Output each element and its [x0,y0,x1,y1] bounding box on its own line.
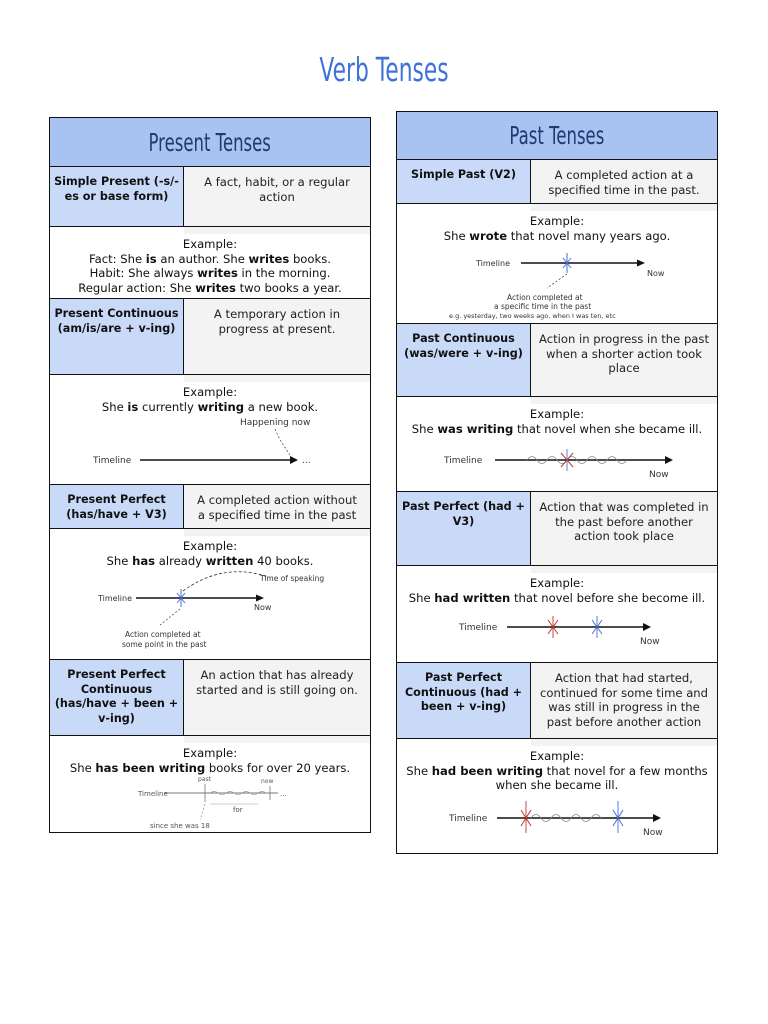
past-tenses-title: Past Tenses [509,121,605,150]
tense-name: Simple Past (V2) [397,160,531,203]
present-perfect-timeline-diagram [50,569,370,657]
now-label: Now [649,470,669,480]
tense-name: Past Perfect Continuous (had + been + v-ing) [397,663,531,738]
past-perfect-example [397,565,717,662]
example-text: Regular action: She [78,280,196,295]
example-emphasis: writes [197,266,238,280]
example-text: that novel many years ago. [507,228,671,243]
example-line [50,400,370,415]
timeline-label: Timeline [444,456,483,466]
tense-name: Past Perfect (had + V3) [397,492,531,565]
example-emphasis: had written [434,590,511,605]
example-emphasis: has [132,553,156,568]
present-tenses-title: Present Tenses [148,127,272,157]
past-continuous-row [397,323,717,396]
tense-description: Action that was completed in the past before another action took place [531,492,717,573]
example-text: already [155,553,206,568]
example-text: a new book. [244,399,319,414]
present-tenses-header [50,118,370,166]
present-continuous-timeline-diagram [50,413,370,475]
example-text: that novel for a few months [543,763,708,778]
example-emphasis: writes [248,251,290,266]
timeline-label: Timeline [459,623,498,633]
example-text: She [406,763,432,778]
past-perfect-continuous-timeline-diagram [397,795,717,851]
simple-present-row [50,166,370,226]
tense-description: Action that had started, continued for some time and was still in progress in the past before another action [531,663,717,746]
example-text: She [106,553,133,568]
timeline-label: Timeline [138,790,168,798]
present-continuous-row [50,298,370,374]
timeline-arrowhead [637,260,645,267]
time-of-speaking-label: Time of speaking [260,574,325,583]
example-label: Example: [529,214,585,228]
example-label: Example: [182,385,238,399]
example-text: two books a year. [235,280,342,295]
timeline-arrowhead [653,814,661,822]
example-emphasis: was writing [437,421,514,436]
example-text: Fact: She [89,251,146,266]
example-text: She [411,421,438,436]
note-line-1: Action completed at [125,630,201,639]
example-text: currently [138,399,198,414]
now-label: Now [254,603,272,612]
tense-description: A temporary action in progress at present. [184,299,370,382]
present-perfect-continuous-timeline-diagram [50,774,370,834]
timeline-dots: ... [280,790,287,798]
example-label: Example: [182,746,238,760]
simple-past-timeline-diagram [397,242,717,322]
example-text: that novel before she become ill. [510,590,706,605]
present-perfect-continuous-row [50,659,370,735]
simple-present-example [50,226,370,298]
now-label: Now [647,269,665,278]
happening-now-pointer [275,429,290,455]
example-emphasis: writes [195,280,236,295]
example-line [50,281,370,296]
timeline-arrowhead [643,623,651,631]
example-line [50,761,370,776]
tense-name: Past Continuous (was/were + v-ing) [397,324,531,396]
timeline-arrowhead [290,456,298,464]
example-line [397,591,717,606]
tense-description: A fact, habit, or a regular action [184,167,370,234]
tense-name: Present Perfect Continuous (has/have + been + v-ing) [50,660,184,735]
past-perfect-continuous-example [397,738,717,853]
note-line-3: e.g. yesterday, two weeks ago, when I was ten, etc [449,312,616,320]
past-perfect-timeline-diagram [397,608,717,660]
note-pointer [160,609,180,625]
example-text: She [69,760,96,775]
now-label: now [261,778,274,785]
example-text: She [101,399,128,414]
tense-name: Simple Present (-s/-es or base form) [50,167,184,226]
tense-name: Present Continuous (am/is/are + v-ing) [50,299,184,374]
past-perfect-row [397,491,717,565]
timeline-label: Timeline [98,594,133,603]
page-title: Verb Tenses [319,50,449,89]
example-text: when she became ill. [495,778,619,792]
tense-description: A completed action without a specified time in the past [184,485,370,536]
past-label: past [198,776,211,783]
past-continuous-timeline-diagram [397,439,717,491]
example-text: books for over 20 years. [205,760,351,775]
example-label: Example: [529,407,585,421]
example-line [397,229,717,244]
example-line [50,252,370,267]
since-label: since she was 18 [150,822,210,830]
example-emphasis: wrote [469,228,508,243]
example-text: She [443,228,470,243]
example-text: She [408,590,435,605]
present-perfect-continuous-example [50,735,370,834]
example-label: Example: [182,539,238,553]
tense-name: Present Perfect (has/have + V3) [50,485,184,528]
speaking-arc [183,572,268,591]
now-label: Now [643,828,663,838]
simple-past-example [397,203,717,323]
example-line [397,422,717,437]
note-pointer [547,274,567,288]
simple-past-row [397,159,717,203]
timeline-label: Timeline [449,814,488,824]
example-text: an author. She [156,251,249,266]
past-perfect-continuous-row [397,662,717,738]
example-text: in the morning. [237,266,331,280]
tense-description: Action in progress in the past when a shorter action took place [531,324,717,404]
example-emphasis: is [127,399,139,414]
present-perfect-row [50,484,370,528]
example-text: Habit: She always [89,266,198,280]
example-line [50,266,370,281]
example-emphasis: had been writing [431,763,543,778]
example-emphasis: writing [197,399,245,414]
timeline-label: Timeline [93,456,132,466]
for-label: for [233,806,243,814]
timeline-dots: ... [302,456,311,466]
example-line [397,764,717,779]
note-line-2: a specific time in the past [494,302,592,311]
example-emphasis: is [145,251,157,266]
example-emphasis: written [205,553,254,568]
now-label: Now [640,637,660,647]
present-continuous-example [50,374,370,484]
example-label: Example: [529,576,585,590]
example-label: Example: [529,749,585,763]
example-text: books. [289,251,331,266]
tense-description: An action that has already started and is still going on. [184,660,370,743]
example-line [50,554,370,569]
past-continuous-example [397,396,717,491]
present-tenses-panel [49,117,371,833]
example-text: 40 books. [253,553,314,568]
happening-now-label: Happening now [240,418,311,428]
example-text: that novel when she became ill. [513,421,703,436]
example-label: Example: [182,237,238,251]
note-line-1: Action completed at [507,293,583,302]
timeline-arrowhead [256,595,264,602]
tense-description: A completed action at a specified time in the past. [531,160,717,211]
note-line-2: some point in the past [122,640,207,649]
since-pointer [200,804,205,820]
timeline-arrowhead [665,456,673,464]
example-emphasis: has been writing [95,760,206,775]
example-line [397,778,717,793]
past-tenses-header [397,112,717,159]
past-tenses-panel [396,111,718,854]
present-perfect-example [50,528,370,659]
timeline-label: Timeline [476,259,511,268]
